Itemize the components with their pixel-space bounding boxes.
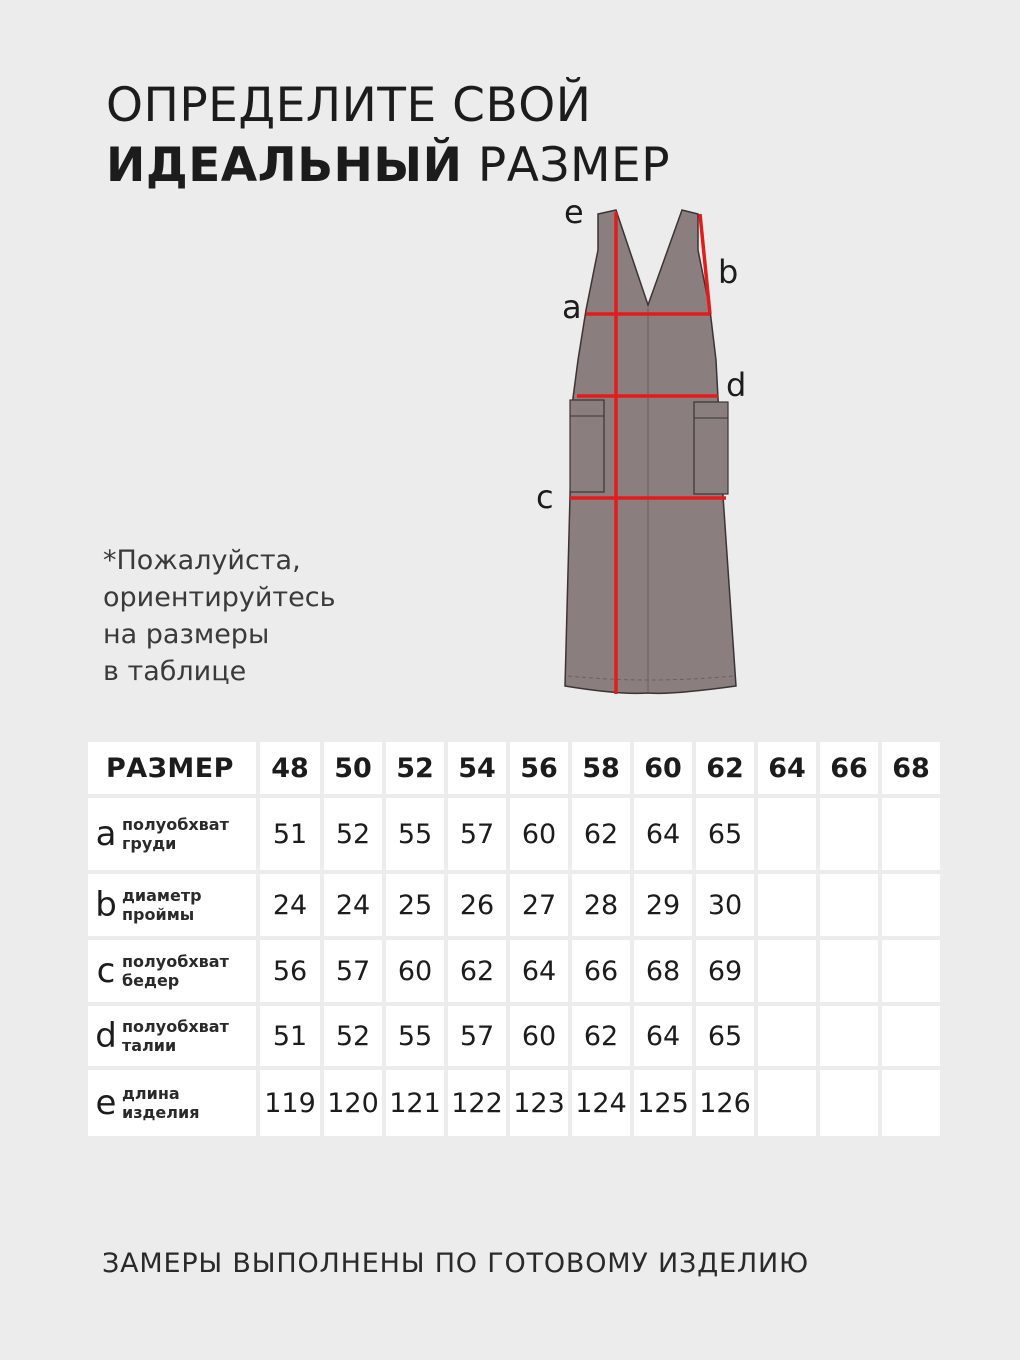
table-cell: 126 [696, 1070, 754, 1136]
table-cell [758, 1006, 816, 1066]
table-row [88, 798, 940, 870]
header-size: 58 [572, 742, 630, 794]
table-cell: 51 [260, 1006, 320, 1066]
table-cell: 121 [386, 1070, 444, 1136]
table-cell: 30 [696, 874, 754, 936]
row-letter: a [95, 814, 117, 854]
table-cell [820, 1006, 878, 1066]
table-cell: 28 [572, 874, 630, 936]
label-e: e [564, 193, 584, 231]
table-cell [758, 798, 816, 870]
table-cell: 60 [510, 1006, 568, 1066]
title-rest: РАЗМЕР [462, 138, 671, 193]
title-line-1: ОПРЕДЕЛИТЕ СВОЙ [106, 78, 592, 133]
table-cell: 24 [324, 874, 382, 936]
table-cell: 69 [696, 940, 754, 1002]
table-cell [820, 1070, 878, 1136]
table-row [88, 1006, 940, 1066]
table-cell: 25 [386, 874, 444, 936]
table-cell: 29 [634, 874, 692, 936]
table-cell: 119 [260, 1070, 320, 1136]
label-d: d [726, 366, 747, 404]
table-row [88, 1070, 940, 1136]
title-bold-word: ИДЕАЛЬНЫЙ [106, 138, 463, 193]
table-cell [820, 798, 878, 870]
table-cell: 122 [448, 1070, 506, 1136]
header-size: 48 [260, 742, 320, 794]
table-cell: 65 [696, 1006, 754, 1066]
table-cell: 120 [324, 1070, 382, 1136]
dress-diagram [520, 190, 780, 710]
table-cell: 64 [634, 1006, 692, 1066]
row-description: полуобхват груди [122, 815, 229, 853]
table-row [88, 874, 940, 936]
header-size: 66 [820, 742, 878, 794]
table-cell [882, 1070, 940, 1136]
header-size: 56 [510, 742, 568, 794]
table-cell: 55 [386, 1006, 444, 1066]
table-cell: 51 [260, 798, 320, 870]
page-title [106, 76, 670, 196]
table-cell: 65 [696, 798, 754, 870]
header-size: 54 [448, 742, 506, 794]
right-pocket [694, 402, 728, 494]
header-size: 52 [386, 742, 444, 794]
table-cell: 57 [324, 940, 382, 1002]
row-label [88, 874, 256, 936]
row-letter: c [96, 951, 116, 991]
row-description: длина изделия [122, 1084, 200, 1122]
note-line: ориентируйтесь [103, 582, 336, 613]
table-row [88, 940, 940, 1002]
table-cell [882, 1006, 940, 1066]
table-cell [758, 940, 816, 1002]
table-cell: 64 [510, 940, 568, 1002]
table-cell: 52 [324, 798, 382, 870]
table-cell: 66 [572, 940, 630, 1002]
table-cell [758, 1070, 816, 1136]
table-cell: 60 [386, 940, 444, 1002]
size-table [84, 738, 944, 1140]
row-label [88, 798, 256, 870]
table-cell: 60 [510, 798, 568, 870]
header-size: 68 [882, 742, 940, 794]
table-cell: 62 [572, 1006, 630, 1066]
table-cell [882, 940, 940, 1002]
row-description: полуобхват талии [122, 1017, 229, 1055]
note-line: *Пожалуйста, [103, 545, 301, 576]
row-label [88, 940, 256, 1002]
header-size: 60 [634, 742, 692, 794]
table-cell: 52 [324, 1006, 382, 1066]
table-cell [820, 940, 878, 1002]
table-cell: 24 [260, 874, 320, 936]
table-cell: 27 [510, 874, 568, 936]
left-pocket [570, 400, 604, 492]
table-cell: 57 [448, 798, 506, 870]
size-note [103, 542, 336, 690]
row-letter: d [95, 1016, 117, 1056]
note-line: на размеры [103, 619, 270, 650]
row-description: диаметр проймы [122, 886, 202, 924]
table-cell: 62 [448, 940, 506, 1002]
table-header-row [88, 742, 940, 794]
label-c: c [536, 478, 554, 516]
table-cell: 68 [634, 940, 692, 1002]
table-cell: 56 [260, 940, 320, 1002]
table-cell [882, 798, 940, 870]
note-line: в таблице [103, 656, 247, 687]
header-size-label: РАЗМЕР [88, 742, 256, 794]
table-cell: 62 [572, 798, 630, 870]
table-cell [758, 874, 816, 936]
table-cell [882, 874, 940, 936]
table-cell: 125 [634, 1070, 692, 1136]
header-size: 50 [324, 742, 382, 794]
row-label [88, 1070, 256, 1136]
row-label [88, 1006, 256, 1066]
table-cell [820, 874, 878, 936]
header-size: 64 [758, 742, 816, 794]
table-cell: 57 [448, 1006, 506, 1066]
table-cell: 64 [634, 798, 692, 870]
label-a: a [562, 288, 582, 326]
row-letter: e [95, 1083, 117, 1123]
label-b: b [718, 253, 739, 291]
table-cell: 123 [510, 1070, 568, 1136]
table-cell: 124 [572, 1070, 630, 1136]
dress-illustration [520, 190, 780, 710]
table-cell: 26 [448, 874, 506, 936]
row-letter: b [95, 885, 117, 925]
title-line-2 [106, 136, 670, 196]
row-description: полуобхват бедер [122, 952, 229, 990]
footer-note: ЗАМЕРЫ ВЫПОЛНЕНЫ ПО ГОТОВОМУ ИЗДЕЛИЮ [102, 1248, 809, 1279]
header-size: 62 [696, 742, 754, 794]
table-cell: 55 [386, 798, 444, 870]
